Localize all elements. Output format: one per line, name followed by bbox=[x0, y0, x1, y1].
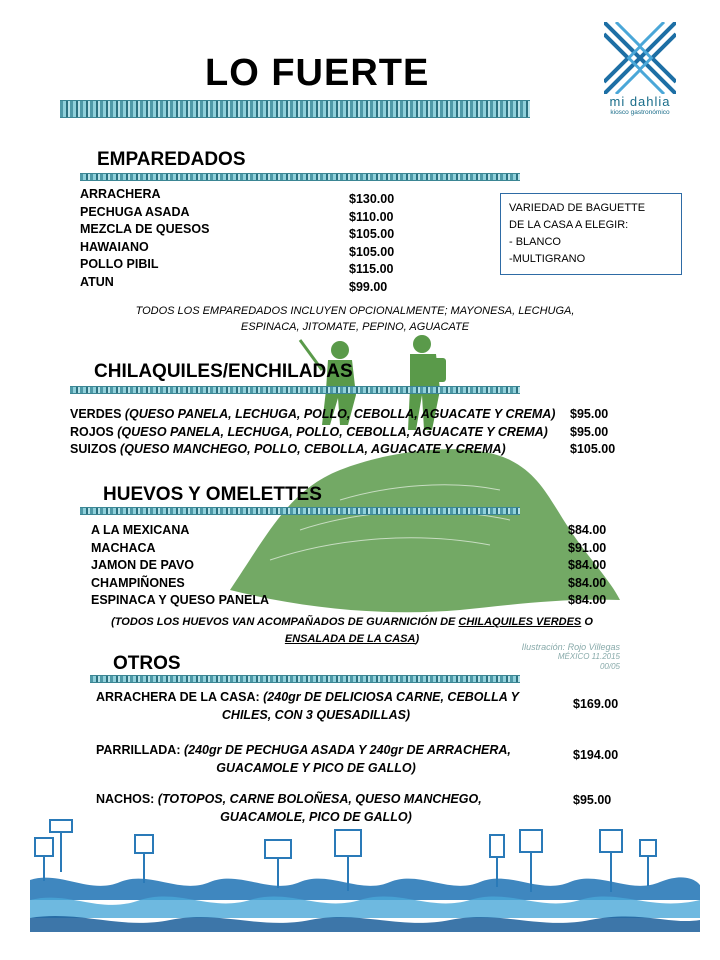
huevos-prices bbox=[568, 522, 648, 610]
logo bbox=[600, 22, 680, 116]
item-desc: (QUESO PANELA, LECHUGA, POLLO, CEBOLLA, AGUACATE Y CREMA) bbox=[117, 424, 548, 439]
emparedados-prices bbox=[349, 191, 439, 296]
price: $115.00 bbox=[349, 262, 394, 276]
price: $84.00 bbox=[568, 593, 607, 607]
logo-subtitle: kiosco gastronómico bbox=[610, 109, 670, 116]
item-desc: GUACAMOLE, PICO DE GALLO) bbox=[220, 809, 412, 824]
price: $95.00 bbox=[573, 793, 612, 807]
item-desc: CHILES, CON 3 QUESADILLAS) bbox=[221, 707, 411, 722]
credit-line: MÉXICO 11.2015 bbox=[557, 652, 620, 661]
note-text: (TODOS LOS HUEVOS VAN ACOMPAÑADOS DE GUARNICIÓN DE bbox=[111, 616, 459, 628]
item-name: SUIZOS bbox=[70, 442, 117, 456]
price: $130.00 bbox=[349, 192, 395, 206]
list-item: ARRACHERA bbox=[80, 187, 161, 201]
list-item: ATUN bbox=[80, 274, 114, 289]
section-title-emparedados: EMPAREDADOS bbox=[97, 149, 246, 170]
huevos-names bbox=[91, 522, 391, 610]
list-item: A LA MEXICANA bbox=[91, 523, 190, 537]
price: $105.00 bbox=[570, 442, 616, 456]
list-item: HAWAIANO bbox=[80, 239, 149, 254]
section-underline bbox=[70, 386, 520, 394]
emparedados-names bbox=[80, 186, 330, 291]
section-title-chilaquiles: CHILAQUILES/ENCHILADAS bbox=[94, 361, 353, 382]
note-text: O bbox=[581, 616, 593, 628]
item-desc: (TOTOPOS, CARNE BOLOÑESA, QUESO MANCHEGO, bbox=[154, 792, 482, 806]
item-name: VERDES bbox=[70, 407, 122, 421]
price: $84.00 bbox=[568, 575, 607, 590]
otros-item bbox=[96, 689, 536, 724]
chilaquiles-prices bbox=[570, 406, 650, 459]
list-item: JAMON DE PAVO bbox=[91, 558, 195, 572]
price: $91.00 bbox=[568, 540, 607, 555]
dahlia-logo-icon bbox=[604, 22, 676, 94]
item-desc: (240gr DE DELICIOSA CARNE, CEBOLLA Y bbox=[259, 690, 519, 704]
section-underline bbox=[90, 675, 520, 683]
item-name: PARRILLADA: bbox=[96, 743, 181, 757]
price: $105.00 bbox=[349, 227, 395, 241]
list-item bbox=[70, 406, 570, 424]
note-text: ) bbox=[415, 633, 420, 645]
item-desc: GUACAMOLE Y PICO DE GALLO) bbox=[216, 760, 416, 775]
decorative-waves bbox=[0, 800, 720, 960]
price: $169.00 bbox=[573, 697, 619, 711]
item-desc: (QUESO MANCHEGO, POLLO, CEBOLLA, AGUACATE Y CREMA) bbox=[120, 442, 506, 456]
note-emphasis: ENSALADA DE LA CASA bbox=[284, 633, 416, 645]
price: $110.00 bbox=[349, 209, 394, 224]
list-item bbox=[70, 424, 570, 442]
price: $99.00 bbox=[349, 279, 388, 294]
otros-item bbox=[96, 742, 536, 777]
price: $95.00 bbox=[570, 407, 609, 421]
list-item: ESPINACA Y QUESO PANELA bbox=[91, 593, 270, 607]
item-desc: (QUESO PANELA, LECHUGA, POLLO, CEBOLLA, AGUACATE Y CREMA) bbox=[124, 407, 556, 421]
box-line: DE LA CASA A ELEGIR: bbox=[509, 219, 629, 231]
note-line: ESPINACA, JITOMATE, PEPINO, AGUACATE bbox=[240, 321, 470, 333]
item-name: ARRACHERA DE LA CASA: bbox=[96, 690, 260, 704]
section-underline bbox=[80, 173, 520, 181]
list-item: CHAMPIÑONES bbox=[91, 575, 185, 590]
price: $105.00 bbox=[349, 244, 395, 259]
section-underline bbox=[80, 507, 520, 515]
section-title-huevos: HUEVOS Y OMELETTES bbox=[103, 484, 322, 505]
note-emphasis: CHILAQUILES VERDES bbox=[458, 616, 582, 628]
price: $84.00 bbox=[568, 558, 607, 572]
credit-line: Ilustración: Rojo Villegas bbox=[521, 642, 620, 652]
baguette-info-box bbox=[500, 193, 682, 275]
emparedados-note bbox=[80, 303, 630, 335]
price: $194.00 bbox=[573, 748, 619, 762]
list-item: MACHACA bbox=[91, 540, 156, 555]
credit-line: 00/05 bbox=[599, 662, 620, 671]
list-item: POLLO PIBIL bbox=[80, 257, 159, 271]
box-line: - BLANCO bbox=[509, 236, 561, 248]
item-desc: (240gr DE PECHUGA ASADA Y 240gr DE ARRACHERA, bbox=[180, 743, 511, 757]
logo-name: mi dahlia bbox=[609, 94, 671, 109]
note-line: TODOS LOS EMPAREDADOS INCLUYEN OPCIONALMENTE; MAYONESA, LECHUGA, bbox=[135, 305, 575, 317]
decorative-band bbox=[60, 100, 530, 118]
item-name: ROJOS bbox=[70, 424, 114, 439]
list-item: MEZCLA DE QUESOS bbox=[80, 222, 210, 236]
box-line: VARIEDAD DE BAGUETTE bbox=[509, 202, 646, 214]
box-line: -MULTIGRANO bbox=[509, 253, 586, 265]
menu-title: LO FUERTE bbox=[205, 52, 430, 94]
chilaquiles-list bbox=[70, 406, 570, 459]
illustration-credit bbox=[480, 642, 620, 672]
list-item: PECHUGA ASADA bbox=[80, 204, 190, 219]
section-title-otros: OTROS bbox=[113, 653, 181, 674]
list-item bbox=[70, 441, 570, 459]
price: $84.00 bbox=[568, 523, 607, 537]
price: $95.00 bbox=[570, 424, 609, 439]
item-name: NACHOS: bbox=[96, 792, 155, 806]
